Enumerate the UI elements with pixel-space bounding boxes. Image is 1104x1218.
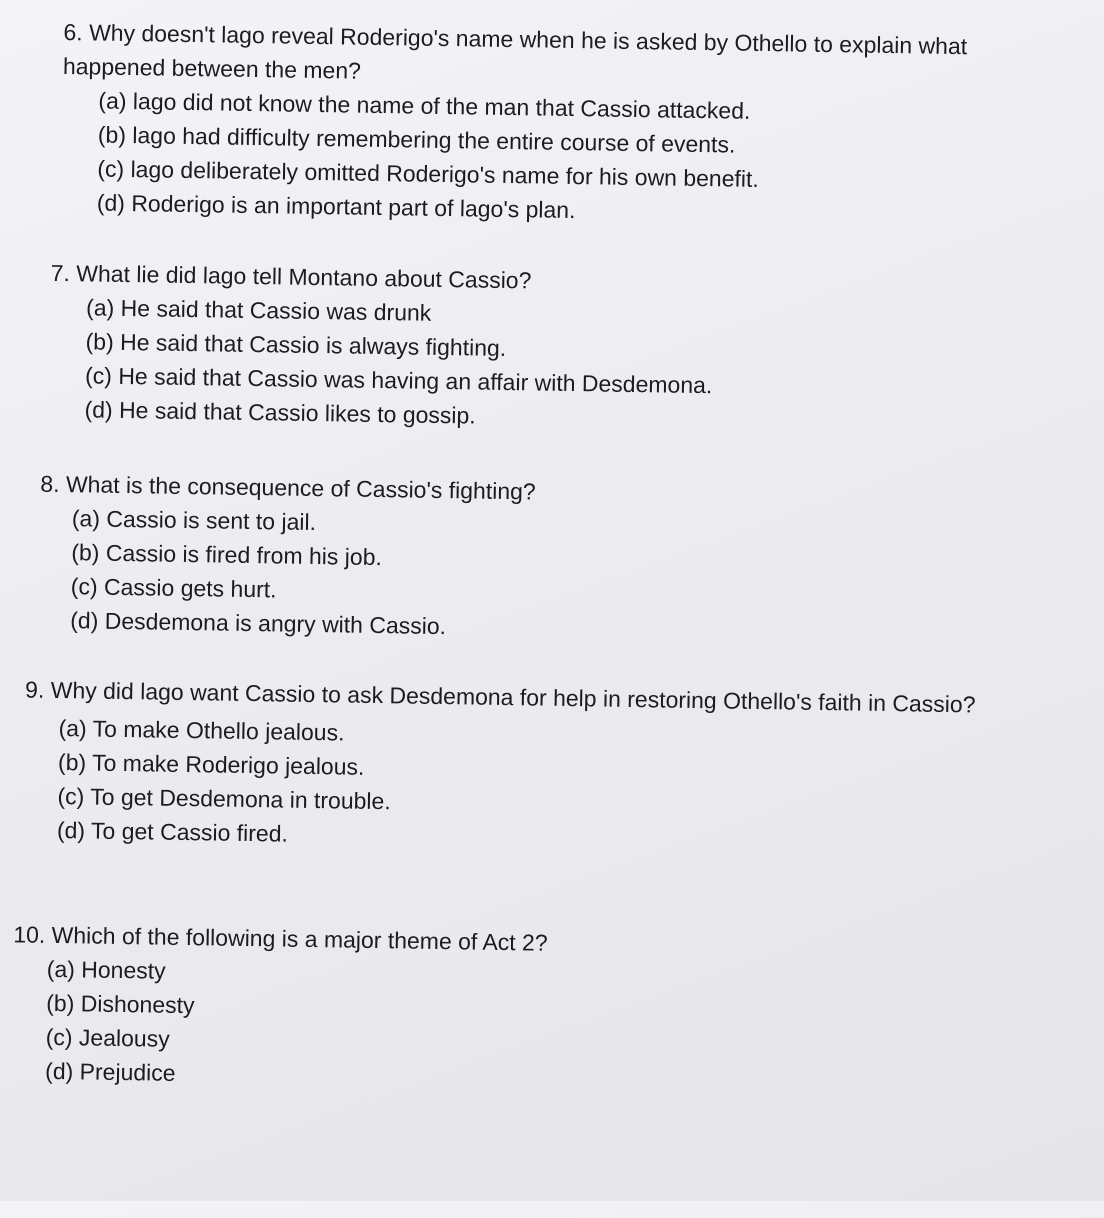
option-c: (c) To get Desdemona in trouble. <box>57 783 391 815</box>
question-prompt: 7. What lie did lago tell Montano about Cassio? <box>50 259 532 294</box>
option-b: (b) He said that Cassio is always fighting. <box>85 328 507 361</box>
question-10 <box>11 917 994 1102</box>
question-prompt: 10. Which of the following is a major theme of Act 2? <box>13 921 548 956</box>
option-a: (a) lago did not know the name of the man that Cassio attacked. <box>98 87 751 124</box>
question-9 <box>23 672 1036 862</box>
option-c: (c) lago deliberately omitted Roderigo's name for his own benefit. <box>97 155 760 192</box>
question-6 <box>61 15 1054 235</box>
option-b: (b) lago had difficulty remembering the entire course of events. <box>97 121 736 158</box>
option-d: (d) Prejudice <box>44 1057 176 1086</box>
answer-options <box>45 952 993 1103</box>
option-d: (d) He said that Cassio likes to gossip. <box>84 396 476 429</box>
answer-options <box>97 84 1053 235</box>
option-b: (b) Cassio is fired from his job. <box>71 539 383 571</box>
option-d: (d) Desdemona is angry with Cassio. <box>70 607 447 640</box>
option-d: (d) To get Cassio fired. <box>56 816 289 847</box>
option-a: (a) He said that Cassio was drunk <box>85 294 432 326</box>
question-prompt: 6. Why doesn't lago reveal Roderigo's name when he is asked by Othello to explain what happened between the men? <box>62 19 968 84</box>
option-c: (c) Cassio gets hurt. <box>70 573 277 603</box>
question-prompt: 8. What is the consequence of Cassio's fighting? <box>40 470 536 505</box>
answer-options <box>70 501 1020 652</box>
question-8 <box>38 467 1021 652</box>
option-c: (c) Jealousy <box>45 1023 170 1052</box>
option-b: (b) Dishonesty <box>46 989 195 1019</box>
answer-options <box>84 290 1030 441</box>
option-a: (a) Cassio is sent to jail. <box>71 505 317 536</box>
answer-options <box>57 711 1035 862</box>
option-b: (b) To make Roderigo jealous. <box>57 749 365 780</box>
question-prompt: 9. Why did lago want Cassio to ask Desdemona for help in restoring Othello's faith in Cassio? <box>24 676 976 718</box>
option-d: (d) Roderigo is an important part of lago's plan. <box>96 189 576 224</box>
option-a: (a) Honesty <box>46 955 166 984</box>
option-a: (a) To make Othello jealous. <box>58 715 345 746</box>
question-7 <box>48 256 1031 441</box>
option-c: (c) He said that Cassio was having an affair with Desdemona. <box>84 362 713 399</box>
